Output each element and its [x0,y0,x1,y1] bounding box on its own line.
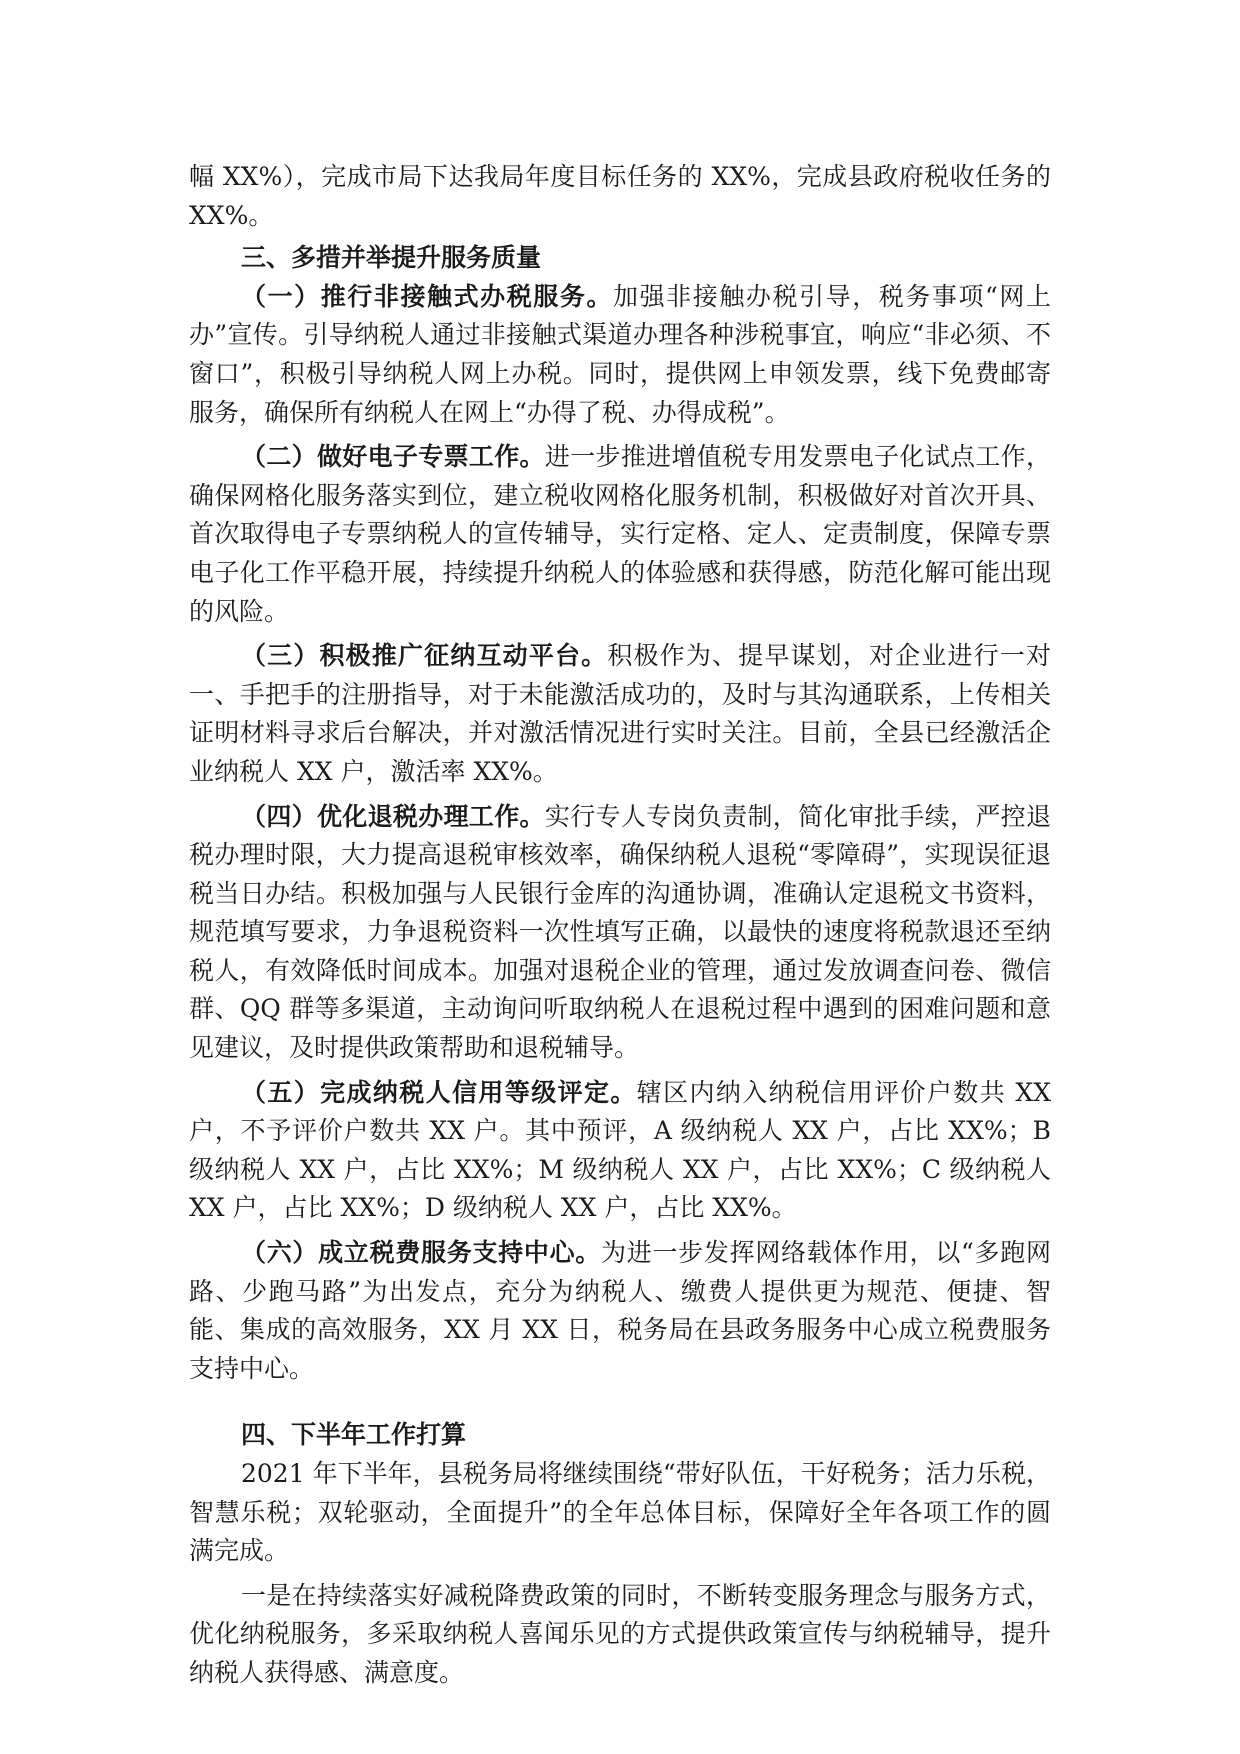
item-lead: （五）完成纳税人信用等级评定。 [241,1077,637,1107]
item-lead: （一）推行非接触式办税服务。 [241,281,614,311]
item-text: 实行专人专岗负责制，简化审批手续，严控退税办理时限，大力提高退税审核效率，确保纳税人退税“零障碍”，实现误征退税当日办结。积极加强与人民银行金库的沟通协调，准确认定退税文书资料，规范填写要求，力争退税资料一次性填写正确，以最快的速度将税款退还至纳税人，有效降低时间成本。加强对退税企业的管理，通过发放调查问卷、微信群、QQ 群等多渠道，主动询问听取纳税人在退税过程中遇到的困难问题和意见建议，及时提供政策帮助和退税辅导。 [189,801,1051,1063]
section-3-item-3 [189,637,1051,791]
item-lead: （二）做好电子专票工作。 [241,442,545,472]
section-3-item-4 [189,798,1051,1068]
section-4-paragraph-2: 一是在持续落实好减税降费政策的同时，不断转变服务理念与服务方式，优化纳税服务，多采取纳税人喜闻乐见的方式提供政策宣传与纳税辅导，提升纳税人获得感、满意度。 [189,1580,1051,1687]
section-3-heading: 三、多措并举提升服务质量 [241,243,542,273]
item-lead: （三）积极推广征纳互动平台。 [241,641,608,671]
item-text: 进一步推进增值税专用发票电子化试点工作，确保网格化服务落实到位，建立税收网格化服务机制，积极做好对首次开具、首次取得电子专票纳税人的宣传辅导，实行定格、定人、定责制度，保障专票电子化工作平稳开展，持续提升纳税人的体验感和获得感，防范化解可能出现的风险。 [189,442,1051,626]
item-text: 辖区内纳入纳税信用评价户数共 XX 户，不予评价户数共 XX 户。其中预评，A 级纳税人 XX 户，占比 XX%；B 级纳税人 XX 户，占比 XX%；M 级纳税人 XX 户，占比 XX%；C 级纳税人 XX 户，占比 XX%；D 级纳税人 XX 户，占比 XX%。 [189,1077,1051,1223]
section-4-heading: 四、下半年工作打算 [241,1420,467,1450]
item-text: 为进一步发挥网络载体作用，以“多跑网路、少跑马路”为出发点，充分为纳税人、缴费人提供更为规范、便捷、智能、集成的高效服务，XX 月 XX 日，税务局在县政务服务中心成立税费服务支持中心。 [189,1238,1051,1383]
item-lead: （六）成立税费服务支持中心。 [241,1238,602,1268]
item-text: 积极作为、提早谋划，对企业进行一对一、手把手的注册指导，对于未能激活成功的，及时与其沟通联系，上传相关证明材料寻求后台解决，并对激活情况进行实时关注。目前，全县已经激活企业纳税人 XX 户，激活率 XX%。 [189,641,1051,786]
section-3-item-1 [189,278,1051,432]
document-page [189,158,1051,1693]
section-3-item-2 [189,438,1051,631]
item-text: 加强非接触办税引导，税务事项“网上办”宣传。引导纳税人通过非接触式渠道办理各种涉税事宜，响应“非必须、不窗口”，积极引导纳税人网上办税。同时，提供网上申领发票，线下免费邮寄服务，确保所有纳税人在网上“办得了税、办得成税”。 [189,281,1051,427]
section-4-paragraph-1: 2021 年下半年，县税务局将继续围绕“带好队伍，干好税务；活力乐税，智慧乐税；双轮驱动，全面提升”的全年总体目标，保障好全年各项工作的圆满完成。 [189,1459,1051,1566]
intro-continuation: 幅 XX%），完成市局下达我局年度目标任务的 XX%，完成县政府税收任务的 XX%。 [189,162,1051,230]
section-3-item-5 [189,1074,1051,1228]
item-lead: （四）优化退税办理工作。 [241,801,545,831]
section-3-item-6 [189,1234,1051,1388]
